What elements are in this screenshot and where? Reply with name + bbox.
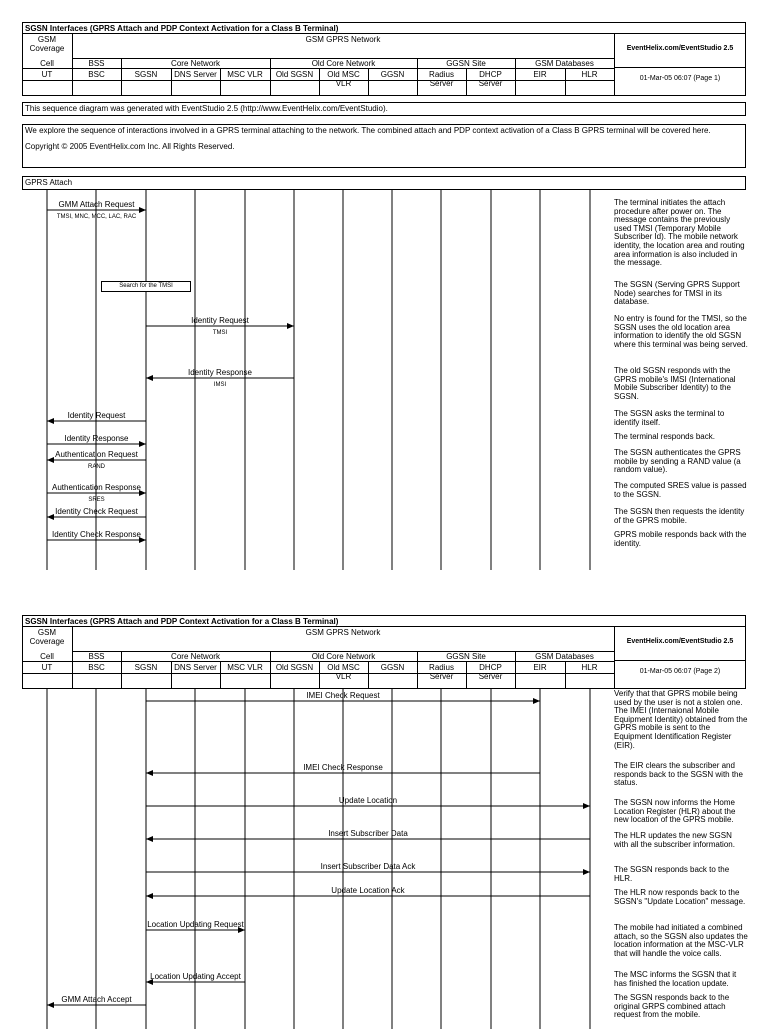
description-note: The old SGSN responds with the GPRS mobile's IMSI (International Mobile Subscriber Identity) to the SGSN.: [614, 366, 736, 401]
header-divider: [319, 661, 320, 689]
message-label: Authentication Request: [55, 450, 138, 459]
section-header: [22, 176, 746, 190]
gsm-coverage-label: GSM Coverage: [29, 35, 65, 53]
intro-box: [22, 124, 746, 168]
group-label: Core Network: [171, 652, 220, 661]
entity-label: DHCP Server: [478, 70, 503, 88]
gsm-coverage-label: GSM Coverage: [29, 628, 65, 646]
brand-label: EventHelix.com/EventStudio 2.5: [626, 45, 734, 52]
entity-label: GGSN: [380, 663, 405, 672]
header-divider: [466, 661, 467, 689]
message-label: Identity Request: [191, 316, 249, 325]
entity-label: UT: [41, 663, 53, 672]
page-date-label: 01-Mar-05 06:07 (Page 2): [639, 668, 721, 675]
group-label: Core Network: [171, 59, 220, 68]
group-label: BSS: [88, 59, 105, 68]
action-box-search-tmsi: Search for the TMSI: [101, 281, 191, 292]
arrow-head: [146, 836, 153, 842]
description-note: The SGSN responds back to the original GRPS combined attach request from the mobile.: [614, 993, 730, 1020]
explore-text: We explore the sequence of interactions involved in a GPRS terminal attaching to the network. The combined attach and PDP context activation of a Class B GPRS terminal will be covered here.: [25, 126, 711, 135]
header-divider: [121, 58, 122, 68]
header-divider: [72, 68, 73, 96]
header-divider: [515, 68, 516, 96]
message-label: Identity Request: [67, 411, 126, 420]
message-label: GMM Attach Accept: [61, 995, 132, 1004]
diagram-title: SGSN Interfaces (GPRS Attach and PDP Context Activation for a Class B Terminal): [23, 616, 745, 627]
header-divider: [319, 68, 320, 96]
entity-label: Old MSC VLR: [327, 663, 360, 681]
header-divider: [565, 68, 566, 96]
message-label: Location Updating Accept: [150, 972, 241, 981]
message-label: IMEI Check Request: [306, 691, 380, 700]
arrow-head: [146, 375, 153, 381]
description-note: The computed SRES value is passed to the SGSN.: [614, 481, 747, 499]
arrow-head: [583, 869, 590, 875]
description-note: The HLR now responds back to the SGSN's "Update Location" message.: [614, 888, 746, 906]
header-divider: [171, 661, 172, 689]
arrow-head: [146, 893, 153, 899]
message-params: TMSI: [212, 330, 228, 336]
header-divider: [565, 661, 566, 689]
header-divider: [72, 58, 73, 68]
header-divider: [121, 661, 122, 689]
entity-label: Old SGSN: [275, 70, 314, 79]
generated-note: [22, 102, 746, 116]
arrow-head: [287, 323, 294, 329]
arrow-head: [47, 418, 54, 424]
header-divider: [270, 68, 271, 96]
message-label: Update Location: [338, 796, 398, 805]
message-params: TMSI, MNC, MCC, LAC, RAC: [56, 214, 137, 220]
entity-label: UT: [41, 70, 53, 79]
description-note: No entry is found for the TMSI, so the SGSN uses the old location area information to identify the old SGSN where this terminal was being served.: [614, 314, 748, 349]
group-label: Old Core Network: [311, 652, 376, 661]
header-divider: [614, 33, 615, 96]
description-note: The terminal initiates the attach procedure after power on. The message contains the previously used TMSI (Temporary Mobile Subscriber Id). The mobile network identity, the location area and routing area information is also included in the message.: [614, 198, 745, 268]
message-label: Authentication Response: [52, 483, 141, 492]
message-label: Identity Response: [64, 434, 129, 443]
header-divider: [270, 661, 271, 689]
description-note: The terminal responds back.: [614, 432, 715, 441]
description-note: The SGSN asks the terminal to identify itself.: [614, 409, 725, 427]
header-divider: [417, 58, 418, 68]
message-label: Identity Response: [187, 368, 253, 377]
section-title: GPRS Attach: [25, 178, 73, 187]
description-note: The EIR clears the subscriber and responds back to the SGSN with the status.: [614, 761, 743, 788]
description-note: The mobile had initiated a combined attach, so the SGSN also updates the location information at the MSC-VLR that will handle the voice calls.: [614, 923, 748, 958]
arrow-head: [583, 803, 590, 809]
description-note: The SGSN authenticates the GPRS mobile by sending a RAND value (a random value).: [614, 448, 741, 475]
description-note: The SGSN responds back to the HLR.: [614, 865, 730, 883]
header-divider: [270, 651, 271, 661]
brand-label: EventHelix.com/EventStudio 2.5: [626, 638, 734, 645]
header-rule: [22, 68, 614, 69]
message-label: Identity Check Request: [55, 507, 138, 516]
entity-label: DNS Server: [174, 663, 217, 672]
arrow-head: [47, 1002, 54, 1008]
message-label: Identity Check Response: [52, 530, 141, 539]
entity-label: DNS Server: [174, 70, 217, 79]
description-note: The MSC informs the SGSN that it has finished the location update.: [614, 970, 737, 988]
description-note: The SGSN (Serving GPRS Support Node) searches for TMSI in its database.: [614, 280, 740, 307]
header-divider: [368, 661, 369, 689]
group-label: BSS: [88, 652, 105, 661]
arrow-head: [139, 441, 146, 447]
entity-label: Old MSC VLR: [327, 70, 360, 88]
group-label: GGSN Site: [446, 59, 486, 68]
entity-label: SGSN: [134, 70, 158, 79]
header-divider: [72, 661, 73, 689]
header-divider: [417, 661, 418, 689]
description-note: The HLR updates the new SGSN with all the subscriber information.: [614, 831, 735, 849]
message-label: Update Location Ack: [331, 886, 405, 895]
entity-label: BSC: [88, 70, 105, 79]
entity-label: MSC VLR: [227, 663, 263, 672]
entity-label: GGSN: [380, 70, 405, 79]
arrow-head: [47, 457, 54, 463]
entity-label: EIR: [533, 70, 547, 79]
header-rule: [22, 661, 614, 662]
header-rule: [614, 67, 746, 68]
entity-label: Radius Server: [429, 663, 454, 681]
entity-label: EIR: [533, 663, 547, 672]
entity-label: Radius Server: [429, 70, 454, 88]
header-rule: [614, 660, 746, 661]
group-label: GSM Databases: [535, 652, 594, 661]
generated-text: This sequence diagram was generated with EventStudio 2.5 (http://www.EventHelix.com/EventStudio).: [25, 104, 388, 113]
message-label: Insert Subscriber Data: [328, 829, 408, 838]
message-label: GMM Attach Request: [58, 200, 135, 209]
description-note: Verify that that GPRS mobile being used by the user is not a stolen one. The IMEI (Internaional Mobile Equipment Identity) obtained from the GPRS mobile is sent to the Equipment Identification Register (EIR).: [614, 689, 748, 750]
entity-label: Old SGSN: [275, 663, 314, 672]
arrow-head: [47, 514, 54, 520]
header-divider: [466, 68, 467, 96]
gsm-gprs-network-label: GSM GPRS Network: [305, 628, 381, 637]
group-label: GGSN Site: [446, 652, 486, 661]
entity-label: HLR: [581, 663, 598, 672]
description-note: GPRS mobile responds back with the identity.: [614, 530, 747, 548]
header-divider: [72, 651, 73, 661]
header-divider: [270, 58, 271, 68]
header-divider: [121, 68, 122, 96]
header-divider: [515, 651, 516, 661]
arrow-head: [139, 207, 146, 213]
header-divider: [220, 68, 221, 96]
header-divider: [417, 651, 418, 661]
description-note: The SGSN now informs the Home Location Register (HLR) about the new location of the GPRS mobile.: [614, 798, 736, 825]
gsm-gprs-network-label: GSM GPRS Network: [305, 35, 381, 44]
group-label: Cell: [40, 59, 54, 68]
message-label: Insert Subscriber Data Ack: [320, 862, 416, 871]
entity-label: MSC VLR: [227, 70, 263, 79]
group-label: Old Core Network: [311, 59, 376, 68]
header-divider: [515, 661, 516, 689]
message-params: IMSI: [213, 382, 227, 388]
header-divider: [368, 68, 369, 96]
message-params: RAND: [87, 464, 106, 470]
header-divider: [121, 651, 122, 661]
message-label: Location Updating Request: [147, 920, 244, 929]
arrow-head: [146, 770, 153, 776]
group-label: GSM Databases: [535, 59, 594, 68]
description-note: The SGSN then requests the identity of the GPRS mobile.: [614, 507, 745, 525]
header-divider: [614, 626, 615, 689]
page-date-label: 01-Mar-05 06:07 (Page 1): [639, 75, 721, 82]
diagram-title: SGSN Interfaces (GPRS Attach and PDP Context Activation for a Class B Terminal): [23, 23, 745, 34]
copyright-text: Copyright © 2005 EventHelix.com Inc. All Rights Reserved.: [25, 141, 235, 151]
header-divider: [417, 68, 418, 96]
arrow-head: [533, 698, 540, 704]
message-params: SRES: [88, 497, 105, 503]
entity-label: DHCP Server: [478, 663, 503, 681]
message-label: IMEI Check Response: [303, 763, 383, 772]
group-label: Cell: [40, 652, 54, 661]
entity-label: HLR: [581, 70, 598, 79]
entity-label: SGSN: [134, 663, 158, 672]
header-divider: [515, 58, 516, 68]
header-divider: [171, 68, 172, 96]
entity-label: BSC: [88, 663, 105, 672]
header-divider: [220, 661, 221, 689]
